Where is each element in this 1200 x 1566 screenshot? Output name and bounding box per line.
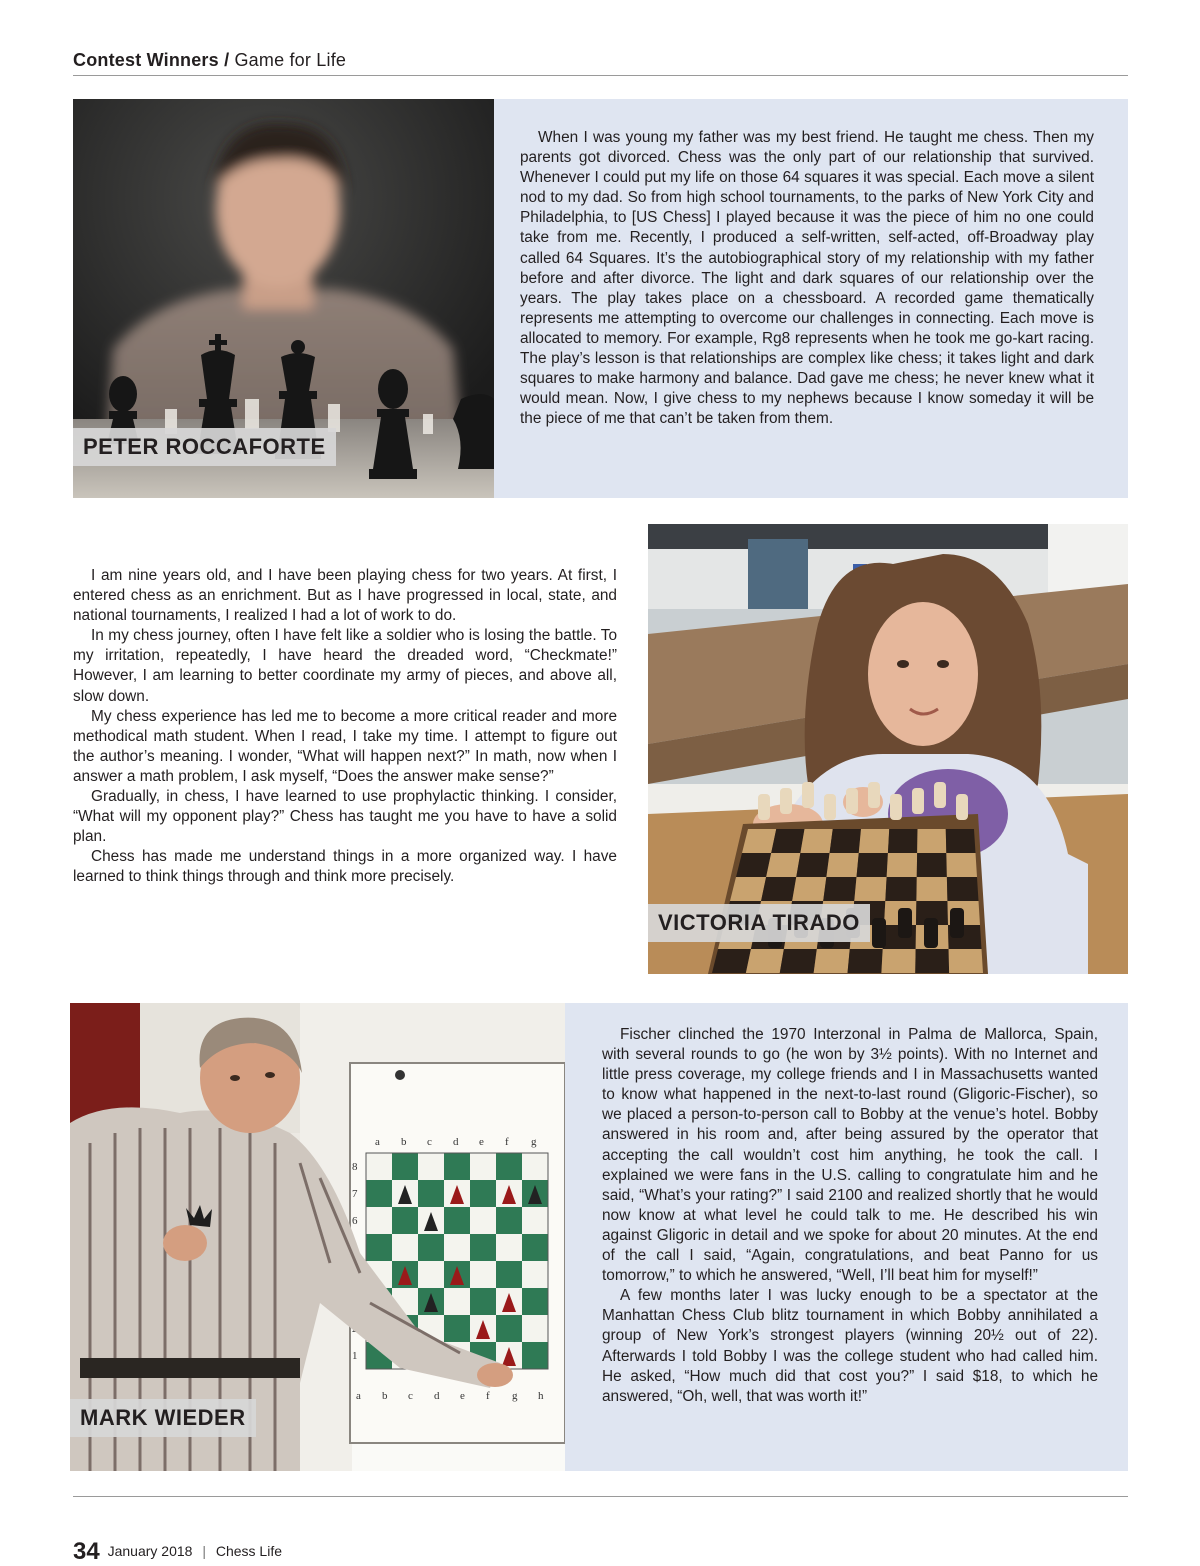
section-title: Contest Winners <box>73 50 219 70</box>
mark-wieder-essay <box>602 1025 1098 1407</box>
name-label-mark-wieder: MARK WIEDER <box>70 1399 256 1437</box>
peter-roccaforte-essay-box <box>494 99 1128 498</box>
board-file-label: c <box>427 1136 432 1148</box>
board-file-label: e <box>460 1390 465 1402</box>
essay-paragraph: Gradually, in chess, I have learned to use prophylactic thinking. I consider, “What will my opponent play?” Chess has taught me you have to have a solid plan. <box>73 788 617 846</box>
board-file-label: a <box>356 1390 361 1402</box>
board-file-label: b <box>382 1390 388 1402</box>
peter-roccaforte-essay <box>520 128 1094 429</box>
name-label-victoria-tirado: VICTORIA TIRADO <box>648 904 870 942</box>
board-file-label: a <box>375 1136 380 1148</box>
essay-paragraph: My chess experience has led me to become a more critical reader and more methodical math student. When I read, I take my time. I attempt to figure out the author’s meaning. I wonder, “What will happen next?” In math, now when I answer a math problem, I ask myself, “Does the answer make sense?” <box>73 707 617 785</box>
board-file-label: f <box>505 1136 509 1148</box>
essay-paragraph: I am nine years old, and I have been playing chess for two years. At first, I entered chess as an enrichment. But as I have progressed in local, state, and national tournaments, I realized I had a lot of work to do. <box>73 567 617 625</box>
board-rank-label: 8 <box>352 1161 358 1173</box>
board-file-label: d <box>453 1136 459 1148</box>
board-file-label: b <box>401 1136 407 1148</box>
name-label-peter-roccaforte: PETER ROCCAFORTE <box>73 428 336 466</box>
magazine-name: Chess Life <box>215 1543 283 1559</box>
issue-date: January 2018 <box>107 1543 193 1559</box>
running-header <box>73 50 346 71</box>
subsection-title: Game for Life <box>234 50 347 70</box>
essay-paragraph: Fischer clinched the 1970 Interzonal in Palma de Mallorca, Spain, with several rounds to go (he won by 3½ points). With no Internet and little press coverage, my college friends and I in Massachusetts wanted to know what happened in the next-to-last round (Gligoric-Fischer), so we placed a person-to-person call to Bobby at the venue’s hotel. Bobby answered in his room and, after being assured by the operator that accepting the call wouldn’t cost him anything, he took the call. I explained we were fans in the U.S. calling to congratulate him and he said, “What’s your rating?” I said 2100 and realized shortly that he would now know at what level he could talk to me. He described his win against Gligoric in detail and we spoke for about 20 minutes. At the end of the call I said, “Again, congratulations, and beat Panno for us tomorrow,” to which he answered, “Well, I’ll beat him for myself!” <box>602 1026 1098 1285</box>
essay-paragraph: A few months later I was lucky enough to be a spectator at the Manhattan Chess Club blitz tournament in which Bobby annihilated a group of New York’s strongest players (winning 20½ out of 22). Afterwards I told Bobby I was the college student who had called him. He asked, “How much did that cost you?” I said $18, to which he answered, “Oh, well, that was worth it!” <box>602 1287 1098 1405</box>
board-rank-label: 6 <box>352 1215 358 1227</box>
board-file-label: c <box>408 1390 413 1402</box>
footer-rule <box>73 1496 1128 1497</box>
board-file-label: e <box>479 1136 484 1148</box>
essay-paragraph: When I was young my father was my best friend. He taught me chess. Then my parents got divorced. Chess was the only part of our relationship that survived. Whenever I could put my life on those 64 squares it was special. Each move a silent nod to my dad. So from high school tournaments, to the parks of New York City and Philadelphia, to [US Chess] I played because it was the piece of him no one could take from me. Recently, I produced a self-written, self-acted, off-Broadway play called 64 Squares. It’s the autobiographical story of my relationship with my father before and after divorce. The light and dark squares of our relationship over the years. The play takes place on a chessboard. A recorded game thematically represents me attempting to overcome our challenges in connecting. Each move is allocated to memory. For example, Rg8 represents when he took me go-kart racing. The play’s lesson is that relationships are complex like chess; it takes light and dark squares to make harmony and balance. Dad gave me chess; he never knew what it would mean. Now, I give chess to my nephews because I know someday it will be the piece of me that can’t be taken from them. <box>520 129 1094 428</box>
footer-separator: | <box>202 1543 206 1559</box>
board-file-label: h <box>538 1390 544 1402</box>
board-file-label: g <box>531 1136 537 1148</box>
essay-paragraph: Chess has made me understand things in a more organized way. I have learned to think things through and think more precisely. <box>73 848 617 886</box>
mark-wieder-essay-box <box>565 1003 1128 1471</box>
victoria-tirado-essay <box>73 566 617 888</box>
page-number: 34 <box>73 1538 100 1565</box>
essay-paragraph: In my chess journey, often I have felt like a soldier who is losing the battle. To my irritation, repeatedly, I have heard the dreaded word, “Checkmate!” However, I am learning to better coordinate my army of pieces, and above all, slow down. <box>73 627 617 705</box>
board-rank-label: 1 <box>352 1350 358 1362</box>
board-rank-label: 7 <box>352 1188 358 1200</box>
header-separator: / <box>224 50 230 70</box>
board-file-label: f <box>486 1390 490 1402</box>
page-footer <box>73 1538 282 1566</box>
board-file-label: d <box>434 1390 440 1402</box>
header-rule <box>73 75 1128 76</box>
board-file-label: g <box>512 1390 518 1402</box>
